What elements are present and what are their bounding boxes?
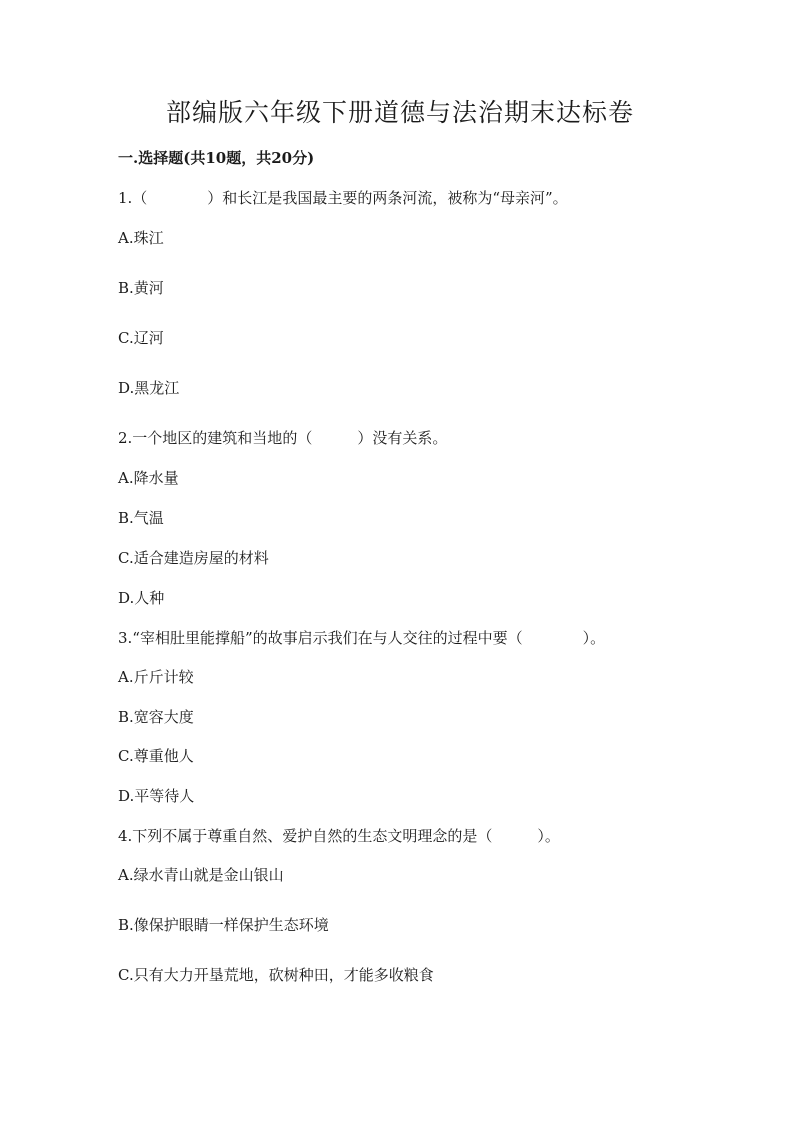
question-3-option-d: D.平等待人	[118, 787, 195, 805]
question-3-option-c: C.尊重他人	[118, 747, 194, 765]
question-4-option-c: C.只有大力开垦荒地，砍树种田，才能多收粮食	[118, 966, 434, 984]
question-2-option-d: D.人种	[118, 589, 165, 607]
question-3-option-b: B.宽容大度	[118, 708, 194, 726]
question-1-stem: 1.（ ）和长江是我国最主要的两条河流，被称为“母亲河”。	[118, 189, 568, 207]
question-1-option-c: C.辽河	[118, 329, 164, 347]
question-2-option-c: C.适合建造房屋的材料	[118, 549, 269, 567]
question-4-stem: 4.下列不属于尊重自然、爱护自然的生态文明理念的是（ ）。	[118, 827, 560, 845]
question-3-stem: 3.“宰相肚里能撑船”的故事启示我们在与人交往的过程中要（ ）。	[118, 629, 606, 647]
page-title: 部编版六年级下册道德与法治期末达标卷	[165, 98, 634, 127]
question-1-option-d: D.黑龙江	[118, 379, 180, 397]
question-4-option-a: A.绿水青山就是金山银山	[118, 866, 284, 884]
section-heading: 一.选择题(共10题，共20分)	[118, 149, 315, 167]
question-1-option-a: A.珠江	[118, 229, 164, 247]
question-2-option-a: A.降水量	[118, 469, 179, 487]
question-4-option-b: B.像保护眼睛一样保护生态环境	[118, 916, 329, 934]
question-1-option-b: B.黄河	[118, 279, 164, 297]
question-2-stem: 2.一个地区的建筑和当地的（ ）没有关系。	[118, 429, 448, 447]
question-2-option-b: B.气温	[118, 509, 164, 527]
question-3-option-a: A.斤斤计较	[118, 668, 194, 686]
